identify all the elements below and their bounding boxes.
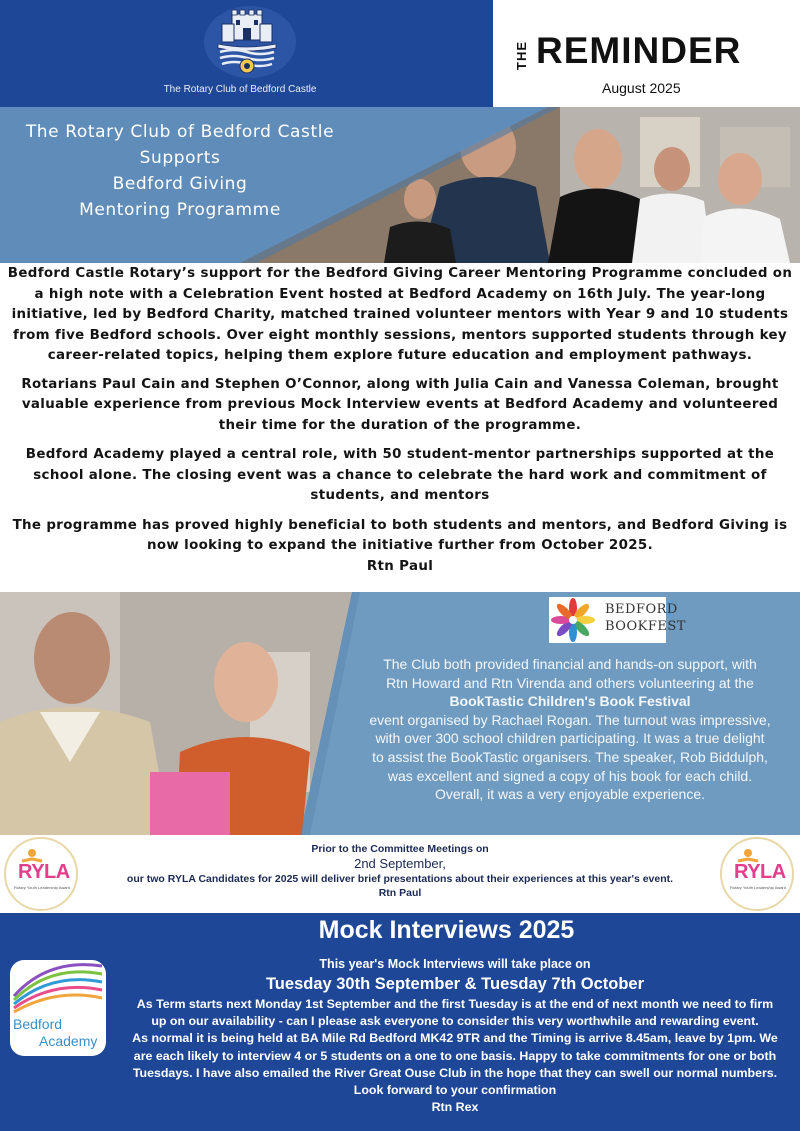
ryla-section (0, 835, 800, 913)
mock-body-line: up on our availability - can I please ask everyone to consider this very worthwhile and rewarding event. (151, 1014, 759, 1029)
academy-logo-word: Academy (39, 1033, 98, 1049)
article-signature: Rtn Paul (366, 558, 434, 574)
ryla-logo (720, 837, 794, 911)
mock-body-line: As Term starts next Monday 1st September and the first Tuesday is at the end of next month we need to firm (136, 997, 774, 1011)
hero-headline (6, 119, 354, 223)
mentoring-article (0, 263, 800, 591)
bookfest-line: Overall, it was a very enjoyable experience. (434, 786, 706, 803)
mock-signature: Rtn Rex (431, 1100, 479, 1115)
ryla-logo (4, 837, 78, 911)
masthead-prefix: THE (514, 41, 529, 70)
ryla-notice (90, 842, 710, 900)
ryla-line: Prior to the Committee Meetings on (311, 843, 489, 855)
issue-date: August 2025 (602, 80, 681, 96)
mock-body-line: are each likely to interview 4 or 5 students on a one to one basis. Happy to take commitments for one or both (133, 1048, 777, 1063)
article-paragraph: The programme has proved highly beneficial to both students and mentors, and Bedford Giving is now looking to expand the initiative further from October 2025. (12, 517, 788, 553)
article-paragraph: Rotarians Paul Cain and Stephen O’Connor, along with Julia Cain and Vanessa Coleman, brought valuable experience from previous Mock Interview events at Bedford Academy and volunteered their time for the duration of the programme. (21, 376, 779, 433)
article-paragraph: Bedford Academy played a central role, with 50 student-mentor partnerships supported at the school alone. The closing event was a chance to celebrate the hard work and commitment of students, and mentors (25, 447, 775, 503)
mock-body-line: Look forward to your confirmation (353, 1083, 557, 1098)
mock-body-line: As normal it is being held at BA Mile Rd Bedford MK42 9TR and the Timing is arrive 8.45am, leave by 1pm. We (132, 1031, 778, 1046)
ryla-line: our two RYLA Candidates for 2025 will deliver brief presentations about their experiences at this year's event. (126, 873, 674, 885)
bookfest-line: with over 300 school children participating. It was a true delight (375, 730, 765, 747)
ryla-logo-subtitle: Rotary Youth Leadership Award (730, 885, 786, 890)
bookfest-line: Rtn Howard and Rtn Virenda and others volunteering at the (386, 674, 754, 691)
club-caption: The Rotary Club of Bedford Castle (163, 84, 317, 95)
mock-interviews-section (0, 913, 800, 1131)
bookfest-logo-text (605, 601, 686, 635)
bookfest-line: was excellent and signed a copy of his book for each child. (387, 767, 753, 784)
newsletter-header (0, 0, 800, 107)
bedford-academy-logo (10, 960, 106, 1056)
bookfest-line: event organised by Rachael Rogan. The turnout was impressive, (369, 711, 771, 728)
club-banner (0, 0, 493, 107)
ryla-logo-word: RYLA (734, 861, 786, 883)
bookfest-text (340, 655, 800, 804)
masthead-title: REMINDER (536, 30, 742, 71)
ryla-signature: Rtn Paul (378, 887, 422, 899)
bookfest-logo-line: BEDFORD (605, 602, 678, 617)
bookfest-flower-icon (549, 597, 599, 643)
headline-line: Supports (139, 148, 221, 168)
headline-line: Mentoring Programme (79, 200, 281, 220)
ryla-logo-word: RYLA (18, 861, 70, 883)
headline-line: Bedford Giving (112, 174, 248, 194)
mock-heading-text: Mock Interviews 2025 (318, 916, 575, 944)
bookfest-line: to assist the BookTastic organisers. The speaker, Rob Biddulph, (372, 748, 768, 765)
mock-intro: This year's Mock Interviews will take place on (319, 957, 591, 971)
castle-crest-icon (204, 4, 290, 80)
ryla-logo-subtitle: Rotary Youth Leadership Award (14, 885, 70, 890)
ryla-line: 2nd September, (354, 856, 446, 871)
academy-swoosh-icon (10, 960, 106, 1020)
mock-interviews-heading (0, 916, 800, 945)
bedford-bookfest-logo (549, 597, 686, 643)
mock-body-line: Tuesdays. I have also emailed the River Great Ouse Club in the hope that they can swell our normal numbers. (132, 1065, 778, 1080)
mock-body (110, 996, 800, 1116)
hero-section (0, 107, 800, 263)
bookfest-section (0, 592, 800, 835)
academy-logo-word: Bedford (13, 1016, 63, 1032)
mock-dates: Tuesday 30th September & Tuesday 7th October (265, 975, 645, 993)
bookfest-line: The Club both provided financial and hands-on support, with (383, 656, 757, 672)
festival-name: BookTastic Children's Book Festival (449, 693, 691, 710)
headline-line: The Rotary Club of Bedford Castle (25, 122, 335, 142)
bookfest-logo-line: BOOKFEST (605, 619, 686, 634)
article-paragraph: Bedford Castle Rotary’s support for the Bedford Giving Career Mentoring Programme concluded on a high note with a Celebration Event hosted at Bedford Academy on 16th July. The year-long initiative, led by Bedford Charity, matched trained volunteer mentors with Year 9 and 10 students from five Bedford schools. Over eight monthly sessions, mentors supported students through key career-related topics, helping them explore future education and employment pathways. (7, 266, 793, 363)
